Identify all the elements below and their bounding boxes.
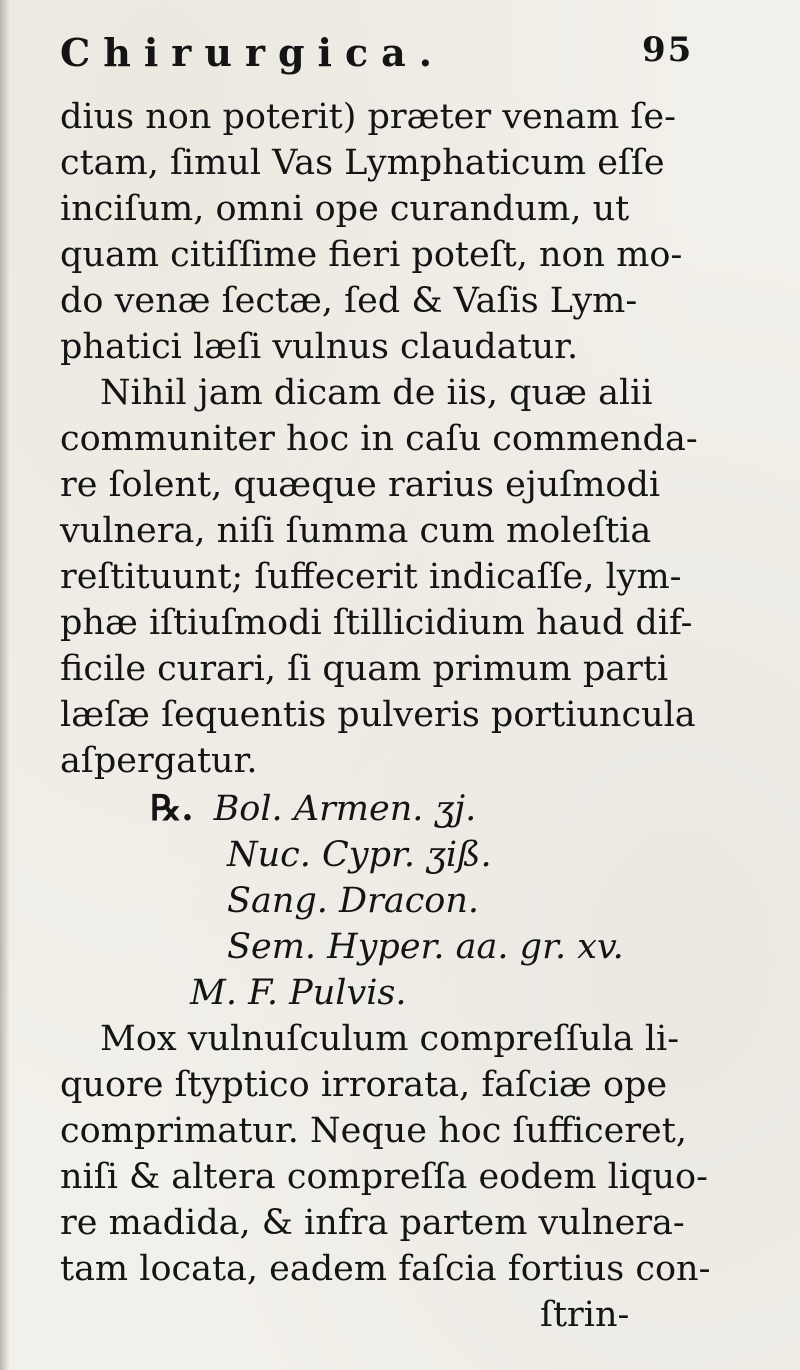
text-line: comprimatur. Neque hoc ſufficeret, — [60, 1111, 687, 1151]
text-line: quore ſtyptico irrorata, faſciæ ope — [60, 1065, 668, 1105]
recipe-line — [150, 786, 476, 832]
text-line: re madida, & infra partem vulnera- — [60, 1203, 685, 1243]
recipe-item: Sang. Dracon. — [227, 881, 480, 921]
binding-shadow — [0, 0, 10, 1370]
text-line: dius non poterit) præter venam ſe- — [60, 97, 676, 137]
text-line: reſtituunt; ſuffecerit indicaſſe, lym- — [60, 557, 682, 597]
text-line: communiter hoc in caſu commenda- — [60, 419, 698, 459]
text-line: tam locata, eadem faſcia fortius con- — [60, 1249, 711, 1289]
page-header — [60, 30, 780, 90]
recipe-item: Bol. Armen. ʒj. — [213, 789, 477, 829]
page-number: 95 — [642, 30, 694, 70]
recipe-symbol: ℞. — [150, 788, 194, 829]
text-line: aſpergatur. — [60, 741, 258, 781]
recipe-item: Nuc. Cypr. ʒiß. — [227, 835, 492, 875]
text-line: phæ iſtiuſmodi ſtillicidium haud dif- — [60, 603, 693, 643]
recipe-item: Sem. Hyper. aa. gr. xv. — [227, 927, 624, 967]
text-line: vulnera, niſi ſumma cum moleſtia — [60, 511, 652, 551]
running-title: Chirurgica. — [60, 30, 445, 75]
catchword: ſtrin- — [540, 1295, 630, 1335]
text-line: do venæ ſectæ, ſed & Vaſis Lym- — [60, 281, 638, 321]
text-line: phatici læſi vulnus claudatur. — [60, 327, 579, 367]
paragraph-start-line: Nihil jam dicam de iis, quæ alii — [100, 373, 653, 413]
text-line: ficile curari, ſi quam primum parti — [60, 649, 669, 689]
text-line: niſi & altera compreſſa eodem liquo- — [60, 1157, 708, 1197]
recipe-item: M. F. Pulvis. — [190, 973, 407, 1013]
text-line: inciſum, omni ope curandum, ut — [60, 189, 630, 229]
paragraph-start-line: Mox vulnuſculum compreſſula li- — [100, 1019, 680, 1059]
text-line: re ſolent, quæque rarius ejuſmodi — [60, 465, 661, 505]
text-line: ctam, ſimul Vas Lymphaticum eſſe — [60, 143, 665, 183]
text-line: læſæ ſequentis pulveris portiuncula — [60, 695, 696, 735]
text-line: quam citiſſime fieri poteſt, non mo- — [60, 235, 683, 275]
